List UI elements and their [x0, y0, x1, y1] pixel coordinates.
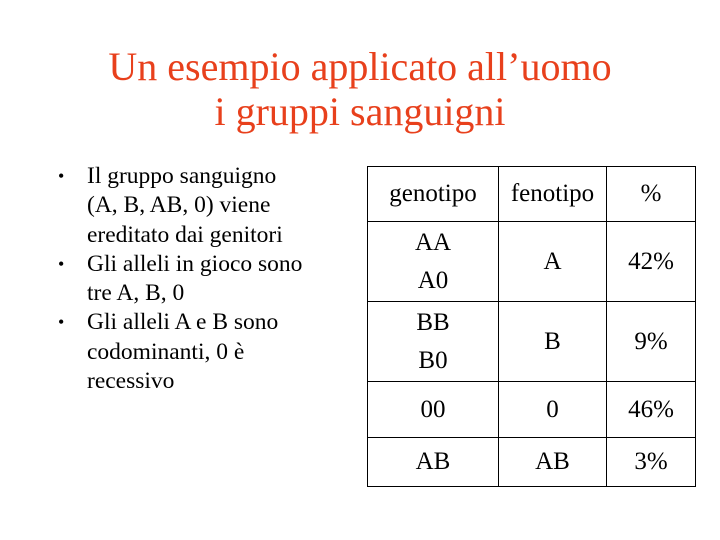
cell-percent: 3% [607, 438, 696, 487]
cell-fenotipo: 0 [499, 382, 607, 438]
cell-genotipo: AB [368, 438, 499, 487]
bullet-item [56, 162, 356, 250]
bullet-text-line: codominanti, 0 è [87, 338, 245, 365]
bullet-dot: • [58, 312, 65, 333]
genotype-value: A0 [417, 266, 449, 294]
title-line-2: i gruppi sanguigni [214, 89, 506, 134]
genotype-value: B0 [418, 346, 448, 374]
cell-fenotipo: B [499, 302, 607, 382]
genotype-value: AA [414, 228, 452, 256]
blood-group-table [367, 166, 696, 487]
bullet-text-line: Gli alleli A e B sono [87, 309, 279, 336]
bullet-dot: • [58, 253, 65, 274]
cell-genotipo: 00 [368, 382, 499, 438]
bullet-item [56, 308, 356, 396]
table-row [368, 438, 696, 487]
blood-group-table-container [367, 166, 696, 487]
bullet-text-line: Il gruppo sanguigno [87, 163, 277, 189]
title-line-1: Un esempio applicato all’uomo [108, 44, 612, 89]
bullet-item [56, 250, 356, 309]
cell-percent: 46% [607, 382, 696, 438]
cell-percent: 9% [607, 302, 696, 382]
bullet-text-line: ereditato dai genitori [87, 221, 283, 248]
bullet-dot: • [58, 166, 65, 186]
slide-title [0, 44, 720, 134]
bullet-text-line: tre A, B, 0 [87, 280, 185, 307]
table-row [368, 222, 696, 302]
table-header-row [368, 167, 696, 222]
table-row [368, 382, 696, 438]
header-percent: % [607, 167, 696, 222]
cell-genotipo [368, 302, 499, 382]
cell-percent: 42% [607, 222, 696, 302]
bullet-text-line: Gli alleli in gioco sono [87, 250, 303, 277]
cell-fenotipo: AB [499, 438, 607, 487]
bullet-text-line: (A, B, AB, 0) viene [87, 192, 271, 219]
bullet-text-line: recessivo [87, 368, 175, 395]
genotype-value: BB [416, 308, 450, 336]
header-genotipo: genotipo [368, 167, 499, 222]
cell-genotipo [368, 222, 499, 302]
header-fenotipo: fenotipo [499, 167, 607, 222]
cell-fenotipo: A [499, 222, 607, 302]
table-row [368, 302, 696, 382]
bullet-list [56, 162, 356, 396]
